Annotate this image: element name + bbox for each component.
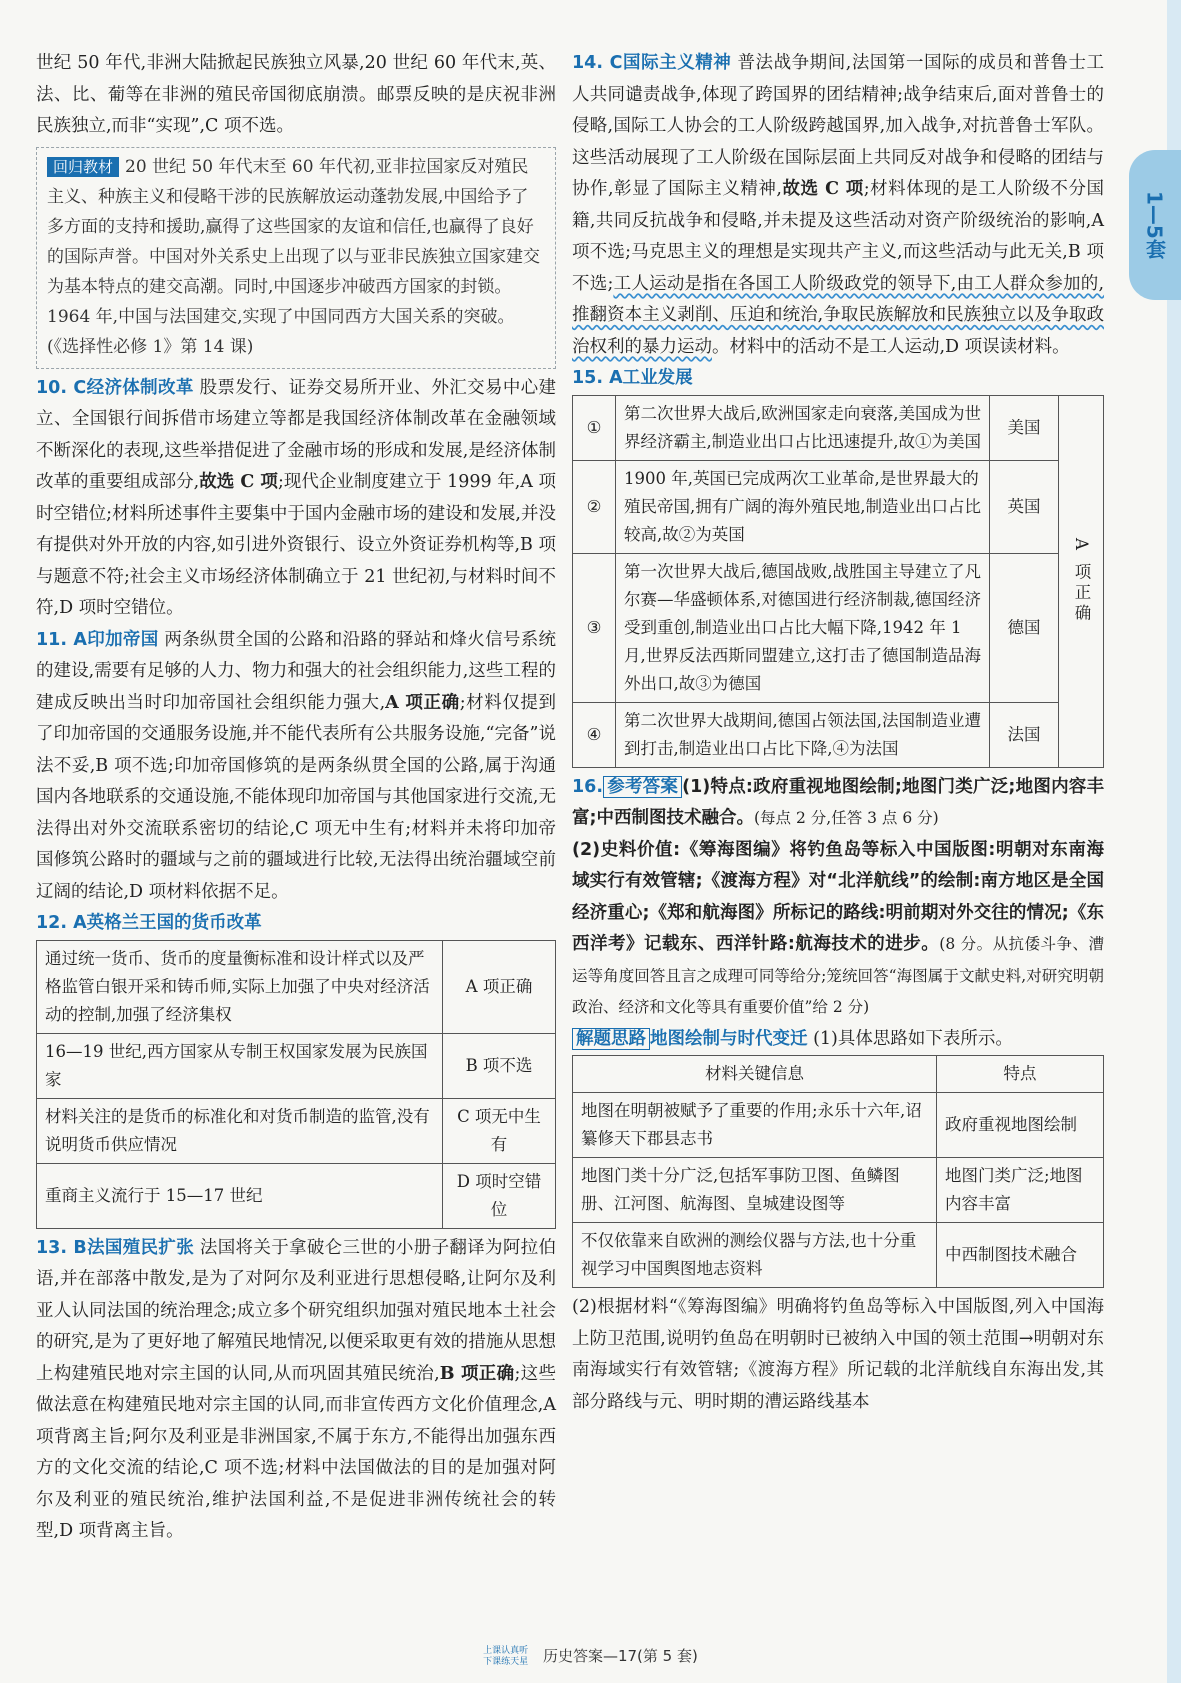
q10-key: 故选 C 项 <box>199 472 278 492</box>
q12-table <box>36 940 556 1229</box>
table-cell: C 项无中生有 <box>443 1098 556 1163</box>
table-row <box>573 702 1104 767</box>
table-row <box>573 460 1104 553</box>
q15-verdict: A 项正确 <box>1059 395 1104 767</box>
table-cell: 材料关注的是货币的标准化和对货币制造的监管,没有说明货币供应情况 <box>37 1098 443 1163</box>
table-row <box>37 1098 556 1163</box>
q12-number: 12. A <box>36 913 87 933</box>
review-textbook-box <box>36 147 556 369</box>
table-cell: ③ <box>573 553 616 702</box>
q10-number: 10. C <box>36 377 87 398</box>
q13-key: B 项正确 <box>439 1363 515 1384</box>
table-header-cell: 材料关键信息 <box>573 1056 937 1093</box>
table-cell: D 项时空错位 <box>443 1163 556 1228</box>
left-column <box>36 48 556 1548</box>
q16-number: 16. <box>572 776 604 797</box>
q10-topic: 经济体制改革 <box>86 377 194 398</box>
q11-answer <box>36 625 556 909</box>
q15-table <box>572 395 1104 768</box>
q10-text: 股票发行、证券交易所开业、外汇交易中心建立、全国银行间拆借市场建立等都是我国经济体制改革在金融领域不断深化的表现,这些举措促进了金融市场的形成和发展,是经济体制改革的重要组成部分, <box>36 377 556 492</box>
q14-text-end: 。材料中的活动不是工人运动,D 项误读材料。 <box>712 336 1070 357</box>
q9-continuation: 世纪 50 年代,非洲大陆掀起民族独立风暴,20 世纪 60 年代末,英、法、比、葡等在非洲的殖民帝国彻底崩溃。邮票反映的是庆祝非洲民族独立,而非“实现”,C 项不选。 <box>36 53 556 136</box>
q10-answer <box>36 373 556 625</box>
q16-solution-intro: (1)具体思路如下表所示。 <box>813 1028 1013 1049</box>
q15-header <box>572 363 1104 395</box>
table-cell: 英国 <box>990 460 1059 553</box>
table-cell: 1900 年,英国已完成两次工业革命,是世界最大的殖民帝国,拥有广阔的海外殖民地,制造业出口占比较高,故②为英国 <box>616 460 990 553</box>
table-cell: 地图门类十分广泛,包括军事防卫图、鱼鳞图册、江河图、航海图、皇城建设图等 <box>573 1158 937 1223</box>
table-row <box>37 1033 556 1098</box>
q14-text-mid: ;材料体现的是工人阶级不分国籍,共同反抗战争和侵略,并未提及这些活动对资产阶级统治的影响,A 项不选;马克思主义的理想是实现共产主义,而这些活动与此无关,B 项不选; <box>572 179 1104 294</box>
q11-text: 两条纵贯全国的公路和沿路的驿站和烽火信号系统的建设,需要有足够的人力、物力和强大的社会组织能力,这些工程的建成反映出当时印加帝国社会组织能力强大, <box>36 629 557 713</box>
table-cell: B 项不选 <box>443 1033 556 1098</box>
table-cell: 政府重视地图绘制 <box>937 1093 1104 1158</box>
q16-solution-topic: 地图绘制与时代变迁 <box>650 1028 808 1049</box>
table-row <box>573 1223 1104 1288</box>
q14-key: 故选 C 项 <box>781 179 864 199</box>
q13-text-rest: ;这些做法意在构建殖民地对宗主国的认同,而非宣传西方文化价值理念,A 项背离主旨;阿尔及利亚是非洲国家,不属于东方,不能得出加强东西方的文化交流的结论,C 项不选;材料中法国做法的目的是加强对阿尔及利亚的殖民统治,维护法国利益,不是促进非洲传统社会的转型,D 项背离主旨。 <box>36 1363 557 1541</box>
solution-idea-tag: 解题思路 <box>572 1028 650 1050</box>
reference-answer-tag: 参考答案 <box>603 776 682 798</box>
q16-part2-note: (8 分。从抗倭斗争、漕运等角度回答且言之成理可同等给分;笼统回答“海图属于文献史料,对研究明朝政治、经济和文化等具有重要价值”给 2 分) <box>572 935 1104 1016</box>
table-cell: 通过统一货币、货币的度量衡标准和设计样式以及严格监管白银开采和铸币师,实际上加强了中央对经济活动的控制,加强了经济集权 <box>37 940 443 1033</box>
q16-part2: (2)史料价值:《筹海图编》将钓鱼岛等标入中国版图:明朝对东南海域实行有效管辖;《渡海方程》对“北洋航线”的绘制:南方地区是全国经济重心;《郑和航海图》所标记的路线:明前期对外交往的情况;《东西洋考》记载东、西洋针路:航海技术的进步。 <box>572 839 1104 954</box>
table-cell: 德国 <box>990 553 1059 702</box>
q16-answer-1 <box>572 772 1104 835</box>
q15-number: 15. A <box>572 368 623 388</box>
table-cell: 地图在明朝被赋予了重要的作用;永乐十六年,诏纂修天下郡县志书 <box>573 1093 937 1158</box>
logo-line-top: 上课认真听 <box>483 1645 529 1656</box>
table-cell: 16—19 世纪,西方国家从专制王权国家发展为民族国家 <box>37 1033 443 1098</box>
q11-topic: 印加帝国 <box>86 629 159 650</box>
q14-topic: 国际主义精神 <box>622 53 732 73</box>
table-row <box>573 553 1104 702</box>
q14-answer <box>572 48 1104 363</box>
table-cell: 第二次世界大战期间,德国占领法国,法国制造业遭到打击,制造业出口占比下降,④为法国 <box>616 702 990 767</box>
q13-text: 法国将关于拿破仑三世的小册子翻译为阿拉伯语,并在部落中散发,是为了对阿尔及利亚进行思想侵略,让阿尔及利亚人认同法国的统治理念;成立多个研究组织加强对殖民地本土社会的研究,是为了更好地了解殖民地情况,以便采取更有效的措施从思想上构建殖民地对宗主国的认同,从而巩固其殖民统治, <box>36 1237 557 1384</box>
table-cell: A 项正确 <box>443 940 556 1033</box>
table-cell: 法国 <box>990 702 1059 767</box>
side-tab-label: 1—5套 <box>1142 191 1167 259</box>
q11-key: A 项正确 <box>385 692 460 713</box>
table-cell: 第二次世界大战后,欧洲国家走向衰落,美国成为世界经济霸主,制造业出口占比迅速提升,故①为美国 <box>616 395 990 460</box>
table-cell: 重商主义流行于 15—17 世纪 <box>37 1163 443 1228</box>
table-cell: 地图门类广泛;地图内容丰富 <box>937 1158 1104 1223</box>
review-tag: 回归教材 <box>47 157 119 177</box>
q15-topic: 工业发展 <box>622 368 693 388</box>
q14-text: 普法战争期间,法国第一国际的成员和普鲁士工人共同谴责战争,体现了跨国界的团结精神;战争结束后,面对普鲁士的侵略,国际工人协会的工人阶级跨越国界,加入战争,对抗普鲁士军队。这些活动展现了工人阶级在国际层面上共同反对战争和侵略的团结与协作,彰显了国际主义精神, <box>572 53 1105 199</box>
q16-solution-header <box>572 1024 1104 1056</box>
table-header-row <box>573 1056 1104 1093</box>
q13-topic: 法国殖民扩张 <box>86 1237 195 1258</box>
q14-number: 14. C <box>572 53 623 73</box>
q16-part1-note: (每点 2 分,任答 3 点 6 分) <box>754 809 939 827</box>
table-cell: ① <box>573 395 616 460</box>
table-header-cell: 特点 <box>937 1056 1104 1093</box>
q14-underlined-definition: 工人运动是指在各国工人阶级政党的领导下,由工人群众参加的,推翻资本主义剥削、压迫和统治,争取民族解放和民族独立以及争取政治权利的暴力运动 <box>572 273 1105 357</box>
section-side-tab <box>1129 150 1181 300</box>
footer-page-label: 历史答案—17(第 5 套) <box>542 1647 698 1665</box>
q13-number: 13. B <box>36 1237 87 1258</box>
review-text: 20 世纪 50 年代末至 60 年代初,亚非拉国家反对殖民主义、种族主义和侵略干涉的民族解放运动蓬勃发展,中国给予了多方面的支持和援助,赢得了这些国家的友谊和信任,也赢得了良好的国际声誉。中国对外关系史上出现了以与亚非民族独立国家建交为基本特点的建交高潮。同时,中国逐步冲破西方国家的封锁。1964 年,中国与法国建交,实现了中国同西方大国关系的突破。(《选择性必修 1》第 14 课) <box>47 156 540 357</box>
table-cell: 第一次世界大战后,德国战败,战胜国主导建立了凡尔赛—华盛顿体系,对德国进行经济制裁,德国经济受到重创,制造业出口占比大幅下降,1942 年 1 月,世界反法西斯同盟建立,这打击了德国制造品海外出口,故③为德国 <box>616 553 990 702</box>
q12-topic: 英格兰王国的货币改革 <box>86 913 262 933</box>
table-cell: 不仅依靠来自欧洲的测绘仪器与方法,也十分重视学习中国舆图地志资料 <box>573 1223 937 1288</box>
logo-line-bottom: 下课练天星 <box>483 1656 529 1667</box>
brand-logo <box>483 1646 528 1668</box>
q16-table <box>572 1055 1104 1288</box>
table-row <box>37 940 556 1033</box>
table-cell: 中西制图技术融合 <box>937 1223 1104 1288</box>
page-footer <box>0 1645 1181 1668</box>
table-row <box>573 1093 1104 1158</box>
table-cell: ④ <box>573 702 616 767</box>
q12-header <box>36 908 556 940</box>
table-row <box>573 395 1104 460</box>
q11-number: 11. A <box>36 629 87 650</box>
table-row <box>573 1158 1104 1223</box>
q11-text-rest: ;材料仅提到了印加帝国的交通服务设施,并不能代表所有公共服务设施,“完备”说法不妥,B 项不选;印加帝国修筑的是两条纵贯全国的公路,属于沟通国内各地联系的交通设施,不能体现印加帝国与其他国家进行交流,无法得出对外交流联系密切的结论,C 项无中生有;材料并未将印加帝国修筑公路时的疆域与之前的疆域进行比较,无法得出统治疆域空前辽阔的结论,D 项材料依据不足。 <box>36 692 557 902</box>
table-cell: ② <box>573 460 616 553</box>
q13-answer <box>36 1233 556 1548</box>
q16-answer-3: (2)根据材料“《筹海图编》明确将钓鱼岛等标入中国版图,列入中国海上防卫范围,说明钓鱼岛在明朝时已被纳入中国的领土范围→明朝对东南海域实行有效管辖;《渡海方程》所记载的北洋航线自东海出发,其部分路线与元、明时期的漕运路线基本 <box>572 1297 1104 1412</box>
q16-answer-2 <box>572 835 1104 1024</box>
table-row <box>37 1163 556 1228</box>
table-cell: 美国 <box>990 395 1059 460</box>
right-column <box>572 48 1104 1418</box>
q10-text-rest: ;现代企业制度建立于 1999 年,A 项时空错位;材料所述事件主要集中于国内金融市场的建设和发展,并没有提供对外开放的内容,如引进外资银行、设立外资证券机构等,B 项与题意不符;社会主义市场经济体制确立于 21 世纪初,与材料时间不符,D 项时空错位。 <box>36 472 556 618</box>
q16-part1: (1)特点:政府重视地图绘制;地图门类广泛;地图内容丰富;中西制图技术融合。 <box>572 776 1104 828</box>
